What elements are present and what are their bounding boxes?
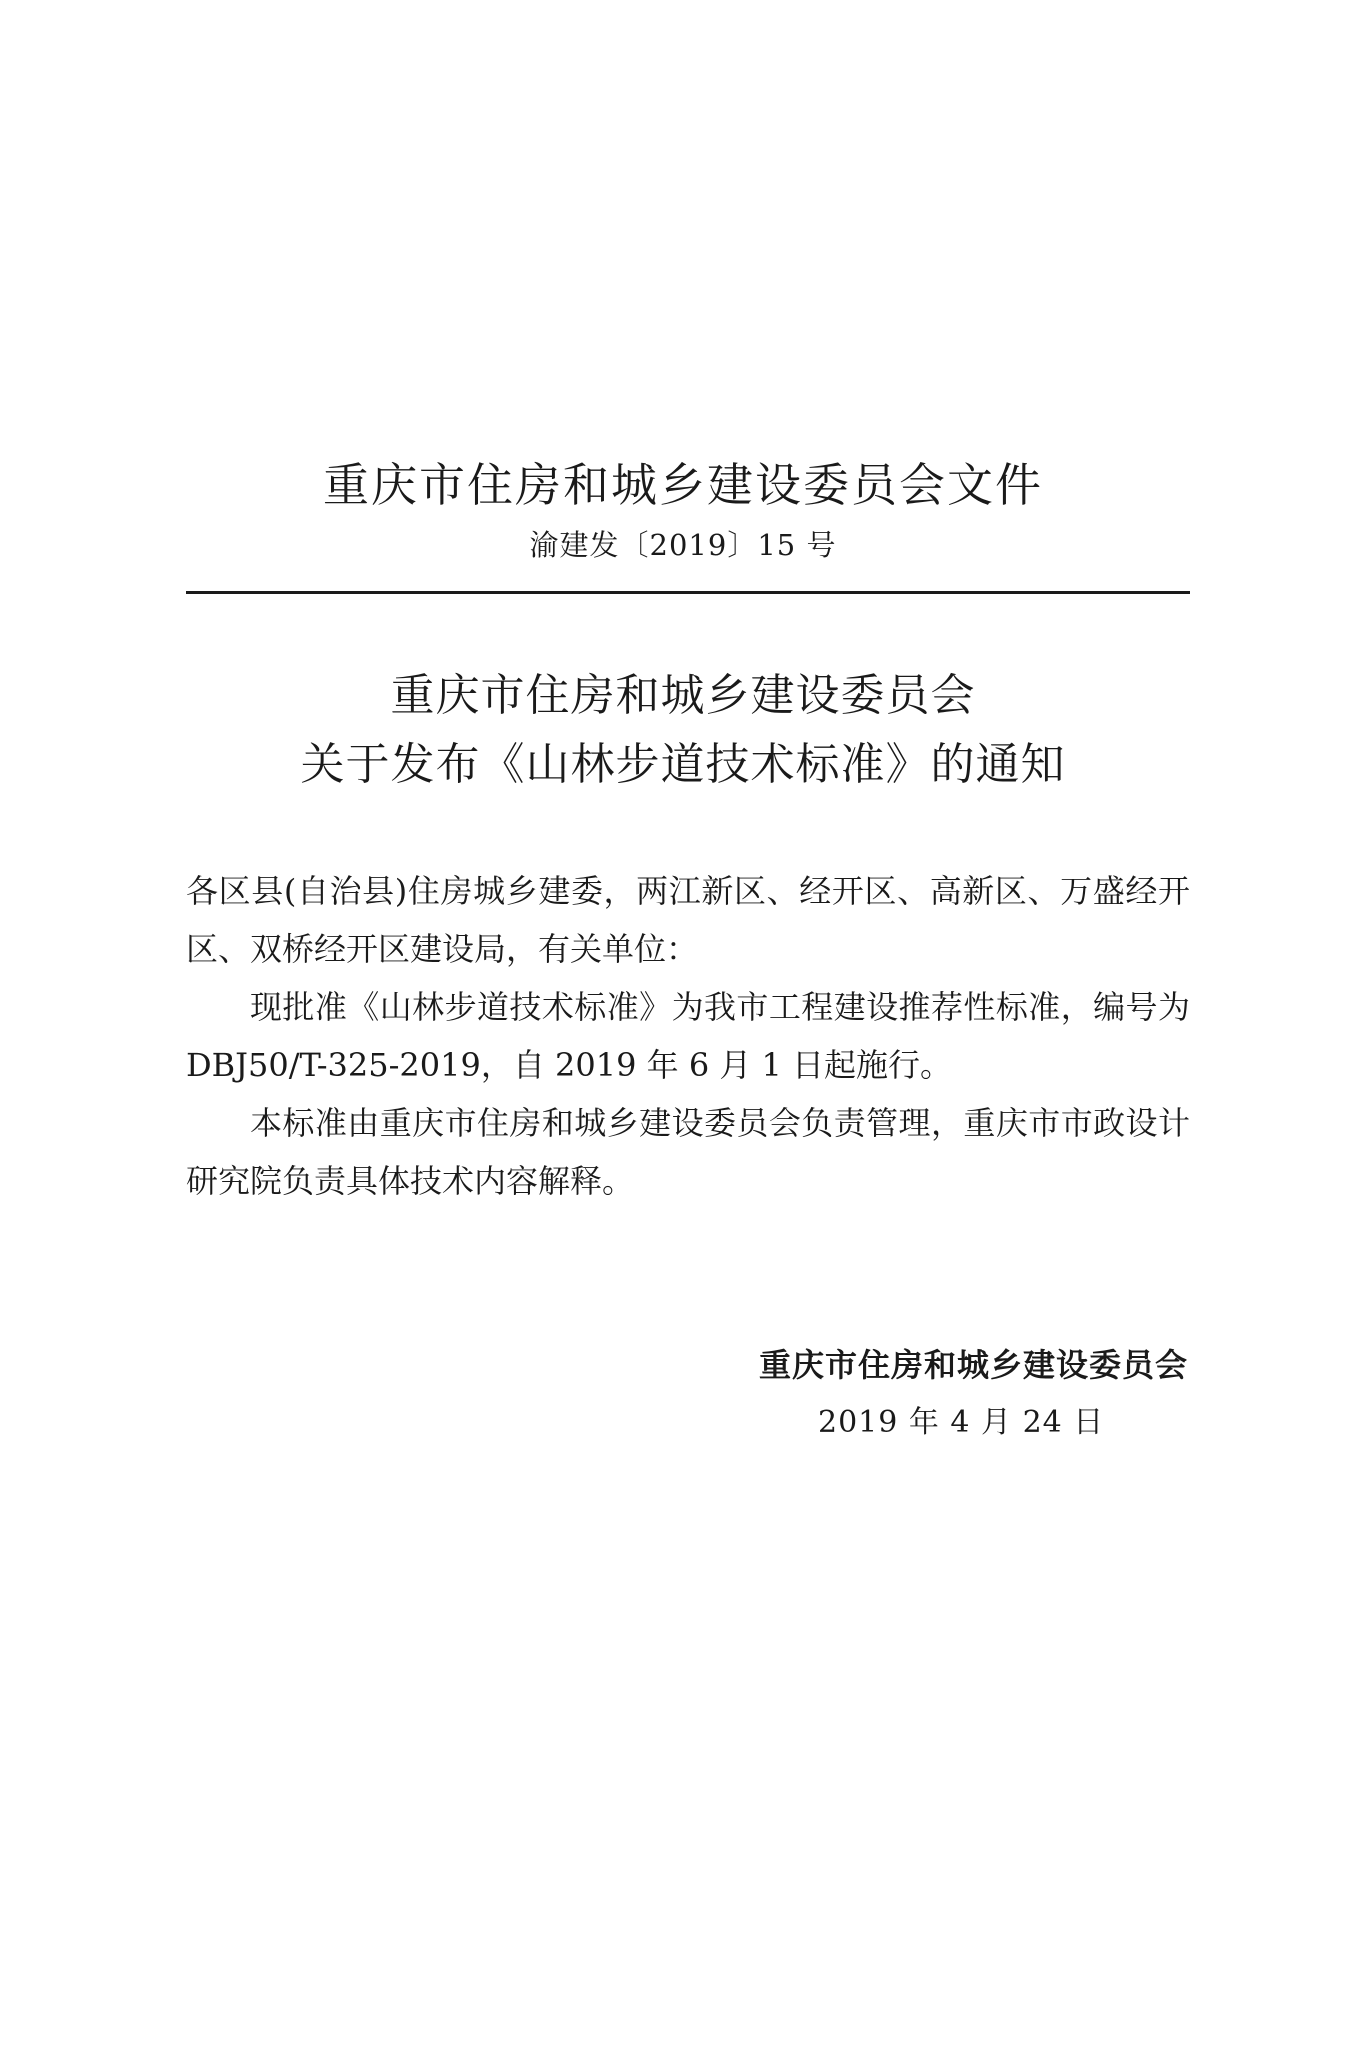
notice-title-line2: 关于发布《山林步道技术标准》的通知 — [300, 739, 1066, 790]
header-divider — [186, 591, 1190, 594]
notice-body — [186, 862, 1190, 1210]
notice-title-line1: 重庆市住房和城乡建设委员会 — [390, 670, 976, 721]
signature-organization: 重庆市住房和城乡建设委员会 — [758, 1346, 1188, 1384]
paragraph-management: 本标准由重庆市住房和城乡建设委员会负责管理，重庆市市政设计研究院负责具体技术内容解释。 — [186, 1104, 1190, 1200]
signature-date: 2019 年 4 月 24 日 — [818, 1405, 1105, 1440]
issuer-title: 重庆市住房和城乡建设委员会文件 — [323, 458, 1043, 512]
addressees: 各区县(自治县)住房城乡建委，两江新区、经开区、高新区、万盛经开区、双桥经开区建设局，有关单位： — [186, 872, 1190, 968]
document-number: 渝建发〔2019〕15 号 — [529, 528, 837, 562]
paragraph-approval: 现批准《山林步道技术标准》为我市工程建设推荐性标准，编号为 DBJ50/T-325-2019，自 2019 年 6 月 1 日起施行。 — [186, 988, 1190, 1084]
